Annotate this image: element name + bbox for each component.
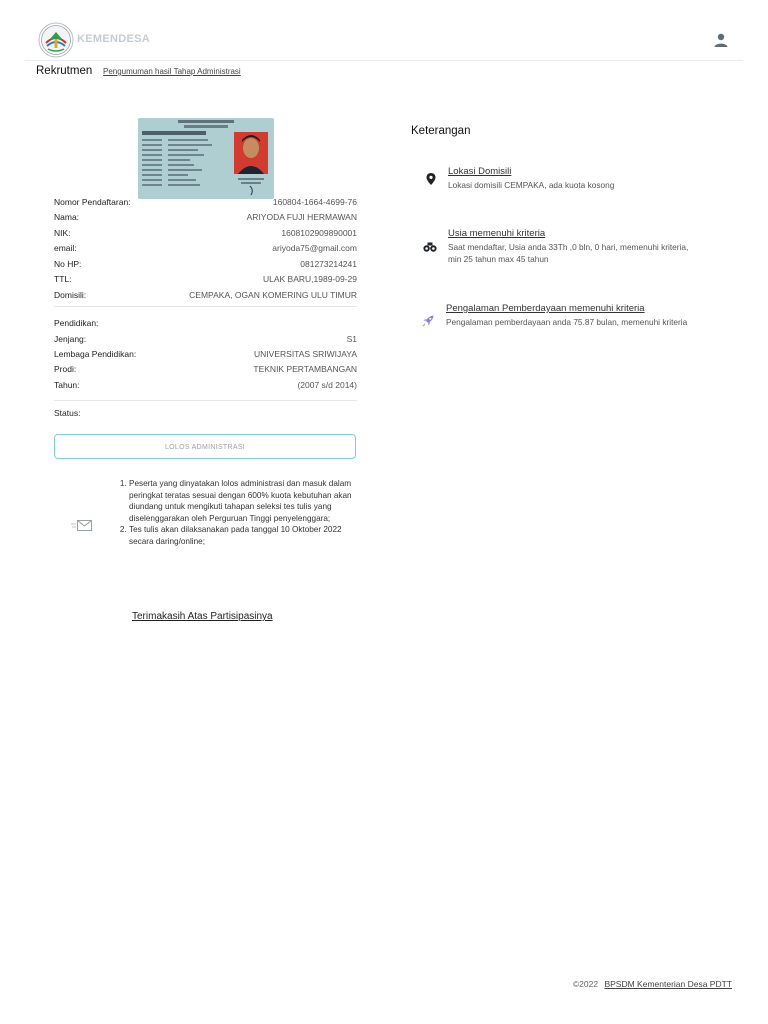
info-row-lembaga-pendidikan bbox=[54, 349, 357, 361]
keterangan-title: Keterangan bbox=[411, 125, 471, 137]
info-value: ariyoda75@gmail.com bbox=[272, 243, 357, 253]
kemendesa-logo[interactable] bbox=[38, 22, 74, 58]
info-label: Nama: bbox=[54, 212, 80, 222]
info-value: 1608102909890001 bbox=[281, 228, 357, 238]
info-value: 160804-1664-4699-76 bbox=[272, 197, 357, 207]
info-label: Nomor Pendaftaran: bbox=[54, 197, 131, 207]
info-value: UNIVERSITAS SRIWIJAYA bbox=[254, 349, 357, 359]
footer-link[interactable]: BPSDM Kementerian Desa PDTT bbox=[604, 979, 732, 989]
info-row-jenjang bbox=[54, 334, 357, 346]
top-navbar bbox=[25, 18, 743, 61]
criteria-desc-domisili: Lokasi domisili CEMPAKA, ada kuota kosong bbox=[448, 180, 615, 190]
info-row-prodi bbox=[54, 364, 357, 376]
info-label: NIK: bbox=[54, 228, 71, 238]
info-value: TEKNIK PERTAMBANGAN bbox=[253, 364, 357, 374]
criteria-desc-pengalaman: Pengalaman pemberdayaan anda 75.87 bulan, memenuhi kriteria bbox=[446, 317, 688, 327]
info-value: ULAK BARU,1989-09-29 bbox=[262, 274, 357, 284]
info-value: 081273214241 bbox=[300, 259, 357, 269]
id-card-image bbox=[138, 118, 274, 199]
location-pin-icon bbox=[424, 172, 438, 186]
info-value: CEMPAKA, OGAN KOMERING ULU TIMUR bbox=[189, 290, 357, 300]
thanks-link[interactable]: Terimakasih Atas Partisipasinya bbox=[132, 611, 273, 622]
user-icon[interactable] bbox=[713, 32, 729, 48]
info-value: ARIYODA FUJI HERMAWAN bbox=[246, 212, 357, 222]
info-label: email: bbox=[54, 243, 77, 253]
page-title: Rekrutmen bbox=[36, 65, 93, 77]
criteria-title-usia[interactable]: Usia memenuhi kriteria bbox=[448, 228, 546, 239]
info-label: Jenjang: bbox=[54, 334, 87, 344]
info-row-email bbox=[54, 243, 357, 255]
footer bbox=[573, 979, 732, 989]
info-row-nomor-pendaftaran bbox=[54, 197, 357, 209]
binoculars-icon bbox=[423, 240, 437, 254]
info-label: No HP: bbox=[54, 259, 82, 269]
status-badge[interactable]: LOLOS ADMINISTRASI bbox=[54, 434, 356, 459]
info-label: Domisili: bbox=[54, 290, 87, 300]
education-heading: Pendidikan: bbox=[54, 318, 99, 328]
info-value: S1 bbox=[346, 334, 357, 344]
rocket-icon bbox=[421, 314, 435, 328]
criteria-desc-usia: Saat mendaftar, Usia anda 33Th ,0 bln, 0 hari, memenuhi kriteria, min 25 tahun max 45 tahun bbox=[448, 242, 689, 264]
copyright-text: ©2022 bbox=[572, 979, 599, 989]
info-row-nama bbox=[54, 212, 357, 224]
info-row-nik bbox=[54, 228, 357, 240]
info-label: Lembaga Pendidikan: bbox=[54, 349, 137, 359]
info-label: TTL: bbox=[54, 274, 72, 284]
info-row-tahun bbox=[54, 380, 357, 392]
divider bbox=[54, 400, 357, 401]
notes-list bbox=[107, 478, 354, 548]
info-row-ttl bbox=[54, 274, 357, 286]
list-item: 1. Peserta yang dinyatakan lolos administrasi dan masuk dalam peringkat teratas sesuai dengan 600% kuota kebutuhan akan diundang untuk mengikuti tahapan seleksi tes tulis yang diselenggarakan oleh Perguruan Tinggi penyelenggara; bbox=[129, 478, 354, 524]
envelope-icon bbox=[71, 519, 93, 533]
divider bbox=[54, 306, 357, 307]
list-item: 2. Tes tulis akan dilaksanakan pada tanggal 10 Oktober 2022 secara daring/online; bbox=[129, 524, 354, 547]
info-row-domisili bbox=[54, 290, 357, 302]
brand-name: KEMENDESA bbox=[77, 33, 150, 45]
status-label: Status: bbox=[54, 408, 81, 418]
info-label: Prodi: bbox=[54, 364, 77, 374]
criteria-title-pengalaman[interactable]: Pengalaman Pemberdayaan memenuhi kriteria bbox=[446, 303, 645, 314]
breadcrumb-link[interactable]: Pengumuman hasil Tahap Administrasi bbox=[103, 67, 241, 76]
info-label: Tahun: bbox=[54, 380, 80, 390]
criteria-title-domisili[interactable]: Lokasi Domisili bbox=[448, 166, 512, 177]
info-row-no-hp bbox=[54, 259, 357, 271]
info-value: (2007 s/d 2014) bbox=[297, 380, 357, 390]
